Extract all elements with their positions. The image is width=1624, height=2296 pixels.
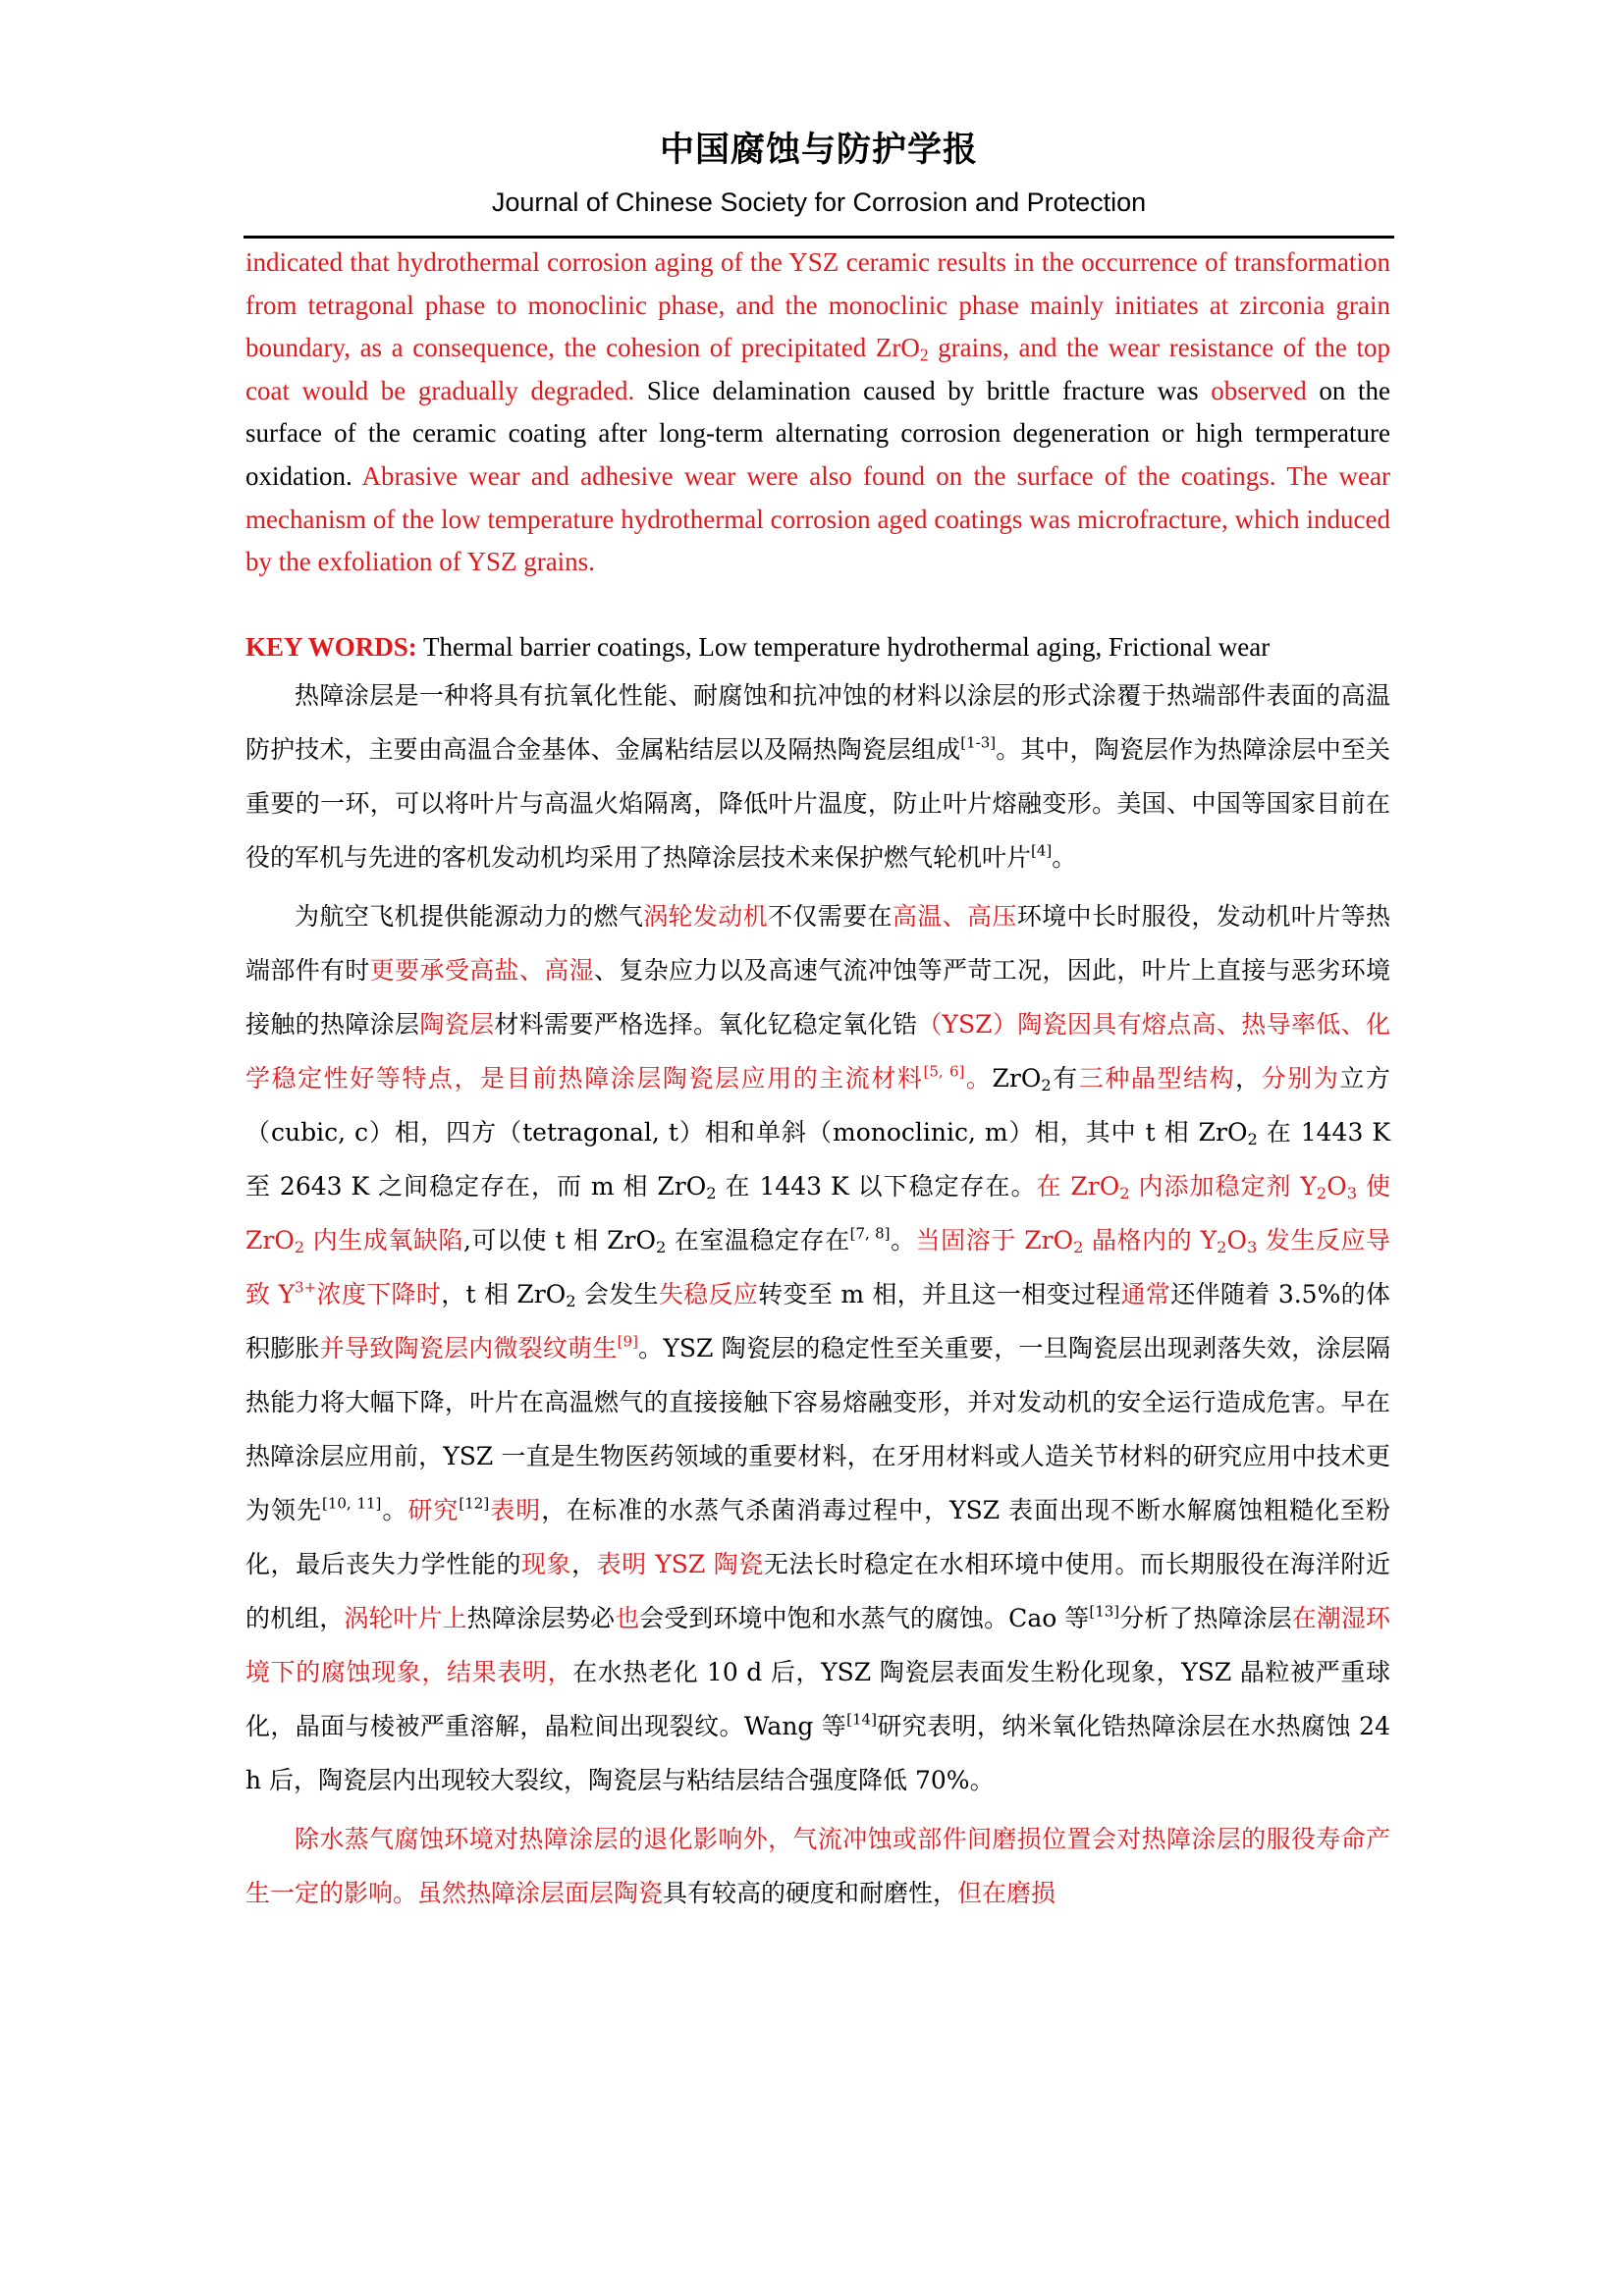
text-run: 会发生 <box>575 1280 659 1309</box>
text-run: 在水热老化 10 d 后，YSZ 陶瓷层表面发生粉化现象，YSZ 晶粒被严重球化，晶面与棱被严重溶解，晶粒间出现裂纹。Wang 等 <box>245 1658 1390 1741</box>
header-rule <box>244 236 1394 239</box>
text-run: 研究表明，纳米氧化锆热障涂层在水热腐蚀 24 h 后，陶瓷层内出现较大裂纹，陶瓷层与粘结层结合强度降低 70%。 <box>245 1712 1390 1795</box>
text-run: ， <box>1235 1064 1262 1094</box>
text-run: 不仅需要在 <box>768 902 893 932</box>
subscript: 2 <box>1217 1238 1227 1257</box>
text-run: ，在标准的水蒸气杀菌消毒过程中，YSZ 表面出现不断水解腐蚀粗糙化至粉化，最后丧失力学性能的 <box>245 1496 1390 1579</box>
article-body <box>245 241 1390 1920</box>
text-run: 。YSZ 陶瓷层的稳定性至关重要，一旦陶瓷层出现剥落失效，涂层隔热能力将大幅下降，叶片在高温燃气的直接接触下容易熔融变形，并对发动机的安全运行造成危害。早在热障涂层应用前，YSZ 一直是生物医药领域的重要材料，在牙用材料或人造关节材料的研究应用中技术更为领先 <box>245 1334 1390 1525</box>
abstract-sentence: Slice delamination caused by brittle fracture was <box>634 375 1212 405</box>
highlight-run: 也 <box>615 1604 640 1633</box>
keywords-text: Thermal barrier coatings, Low temperature hydrothermal aging, Frictional wear <box>416 631 1271 662</box>
highlight-run: 研究 <box>407 1496 460 1525</box>
journal-title-cn: 中国腐蚀与防护学报 <box>659 131 978 170</box>
highlight-run: 失稳反应 <box>658 1280 759 1309</box>
text-run: 热障涂层是一种将具有抗氧化性能、耐腐蚀和抗冲蚀的材料以涂层的形式涂覆于热端部件表面的高温防护技术，主要由高温合金基体、金属粘结层以及隔热陶瓷层组成 <box>245 681 1390 765</box>
subscript: 2 <box>919 345 929 365</box>
paragraph-ysz <box>245 889 1390 1807</box>
highlight-run: 晶格内的 Y <box>1083 1226 1218 1255</box>
text-run: 分析了热障涂层 <box>1119 1604 1292 1633</box>
text-run: 。其中，陶瓷层作为热障涂层中至关重要的一环，可以将叶片与高温火焰隔离，降低叶片温度，防止叶片熔融变形。美国、中国等国家目前在役的军机与先进的客机发动机均采用了热障涂层技术来保护燃气轮机叶片 <box>245 735 1390 873</box>
citation: [7, 8] <box>849 1224 891 1243</box>
citation: [10, 11] <box>321 1494 382 1513</box>
citation: [1-3] <box>960 733 997 752</box>
text-run: 无法长时稳定在水相环境中使用。而长期服役在海洋附近的机组， <box>245 1550 1390 1633</box>
subscript: 2 <box>1247 1130 1258 1149</box>
text-run: 。 <box>890 1226 916 1255</box>
abstract-sentence: on the surface of the ceramic coating after long-term alternating corrosion degeneration or high termperature oxidation. <box>245 375 1390 491</box>
highlight-run: （YSZ）陶瓷因具有熔点高、热导率低、化学稳定性好等特点，是目前热障涂层陶瓷层应用的主流材料 <box>245 1010 1390 1094</box>
text-run: 热障涂层势必 <box>466 1604 616 1633</box>
highlight-run: 当固溶于 ZrO <box>915 1226 1074 1255</box>
text-run: 在室温稳定存在 <box>666 1226 850 1255</box>
subscript: 3 <box>1346 1184 1358 1203</box>
subscript: 2 <box>1041 1076 1052 1095</box>
highlight-run: 内添加稳定剂 Y <box>1129 1172 1317 1201</box>
highlight-run: 更要承受高盐、高湿 <box>369 956 594 986</box>
text-run: ，t 相 ZrO <box>441 1280 567 1309</box>
highlight-run: 并导致陶瓷层内微裂纹萌生 <box>319 1334 618 1363</box>
highlight-run: 三种晶型结构 <box>1078 1064 1236 1094</box>
highlight-run: 陶瓷层 <box>419 1010 495 1040</box>
citation: [5, 6] <box>923 1062 965 1081</box>
highlight-run: 涡轮叶片上 <box>344 1604 467 1633</box>
highlight-run: 除水蒸气腐蚀环境对热障涂层的退化影响外，气流冲蚀或部件间磨损位置会对热障涂层的服役寿命产生一定的影响。虽然热障涂层面层陶瓷 <box>245 1825 1390 1908</box>
subscript: 2 <box>294 1238 305 1257</box>
text-run: 环境中长时服役，发动机叶片等热端部件有时 <box>245 902 1390 986</box>
highlight-run: 浓度下降时 <box>316 1280 442 1309</box>
text-run: ZrO <box>992 1064 1042 1094</box>
text-run: 在 1443 K 以下稳定存在。 <box>716 1172 1037 1201</box>
abstract-sentence: Abrasive wear and adhesive wear were also found on the surface of the coatings. The wear mechanism of the low temperature hydrothermal corrosion aged coatings was microfracture, which induced by the exfoliation of YSZ grains. <box>245 460 1390 577</box>
subscript: 2 <box>1316 1184 1327 1203</box>
abstract-text <box>245 241 1390 584</box>
text-run: 在 1443 K 至 2643 K 之间稳定存在，而 m 相 ZrO <box>245 1118 1390 1201</box>
text-run: 。 <box>1052 843 1077 873</box>
citation: [9] <box>617 1332 638 1351</box>
highlight-run: 但在磨损 <box>957 1879 1056 1908</box>
highlight-run: 在潮湿环境下的腐蚀现象，结果表明， <box>245 1604 1390 1687</box>
citation: [14] <box>846 1710 877 1729</box>
text-run: 会受到环境中饱和水蒸气的腐蚀。Cao 等 <box>639 1604 1090 1633</box>
text-run: 材料需要严格选择。氧化钇稳定氧化锆 <box>494 1010 918 1040</box>
text-run: 。 <box>381 1496 408 1525</box>
text-run: 具有较高的硬度和耐磨性， <box>663 1879 958 1908</box>
highlight-run: 高温、高压 <box>892 902 1017 932</box>
journal-header <box>245 126 1392 222</box>
text-run: 转变至 m 相，并且这一相变过程 <box>758 1280 1121 1309</box>
text-run: 立方（cubic, c）相，四方（tetragonal, t）相和单斜（monoclinic, m）相，其中 t 相 ZrO <box>245 1064 1390 1148</box>
subscript: 2 <box>1119 1184 1130 1203</box>
subscript: 2 <box>566 1292 576 1311</box>
abstract-word: observed <box>1211 375 1307 405</box>
highlight-run: O <box>1326 1172 1347 1201</box>
subscript: 3 <box>1247 1238 1258 1257</box>
text-run: ,可以使 t 相 ZrO <box>462 1226 656 1255</box>
highlight-run: 在 ZrO <box>1036 1172 1120 1201</box>
citation: [4] <box>1031 841 1053 860</box>
text-run: 、复杂应力以及高速气流冲蚀等严苛工况，因此，叶片上直接与恶劣环境接触的热障涂层 <box>245 956 1390 1040</box>
text-run: 还伴随着 3.5%的体积膨胀 <box>245 1280 1390 1363</box>
keywords-label: KEY WORDS: <box>245 631 417 662</box>
subscript: 2 <box>655 1238 667 1257</box>
paragraph-intro <box>245 668 1390 884</box>
highlight-run: 现象 <box>521 1550 572 1579</box>
highlight-run: O <box>1226 1226 1247 1255</box>
abstract-sentence: grains, and the wear resistance of the top coat would be gradually degraded. <box>245 333 1390 405</box>
citation: [12] <box>459 1494 490 1513</box>
highlight-run: 发生反应导致 Y <box>245 1226 1391 1309</box>
highlight-run: 通常 <box>1120 1280 1171 1309</box>
highlight-run: 表明 <box>489 1496 542 1525</box>
paragraph-wear <box>245 1812 1390 1920</box>
text-run: 为航空飞机提供能源动力的燃气 <box>295 902 644 932</box>
text-run: 有 <box>1051 1064 1079 1094</box>
abstract-sentence: indicated that hydrothermal corrosion aging of the YSZ ceramic results in the occurrence of transformation from tetragonal phase to monoclinic phase, and the monoclinic phase mainly initiates at zirconia grain boundary, as a consequence, the cohesion of precipitated ZrO <box>245 247 1390 363</box>
highlight-run: 使 ZrO <box>245 1172 1390 1255</box>
subscript: 2 <box>706 1184 717 1203</box>
highlight-run: 涡轮发动机 <box>643 902 769 932</box>
citation: [13] <box>1089 1602 1120 1621</box>
subscript: 2 <box>1073 1238 1084 1257</box>
keywords <box>245 626 1390 669</box>
highlight-run: 内生成氧缺陷 <box>304 1226 463 1255</box>
highlight-run: 表明 YSZ 陶瓷 <box>596 1550 764 1579</box>
text-run: ， <box>571 1550 597 1579</box>
superscript: 3+ <box>295 1278 317 1297</box>
journal-title-en: Journal of Chinese Society for Corrosion and Protection <box>491 187 1147 217</box>
highlight-run: 分别为 <box>1261 1064 1340 1094</box>
highlight-run: 。 <box>964 1064 993 1094</box>
